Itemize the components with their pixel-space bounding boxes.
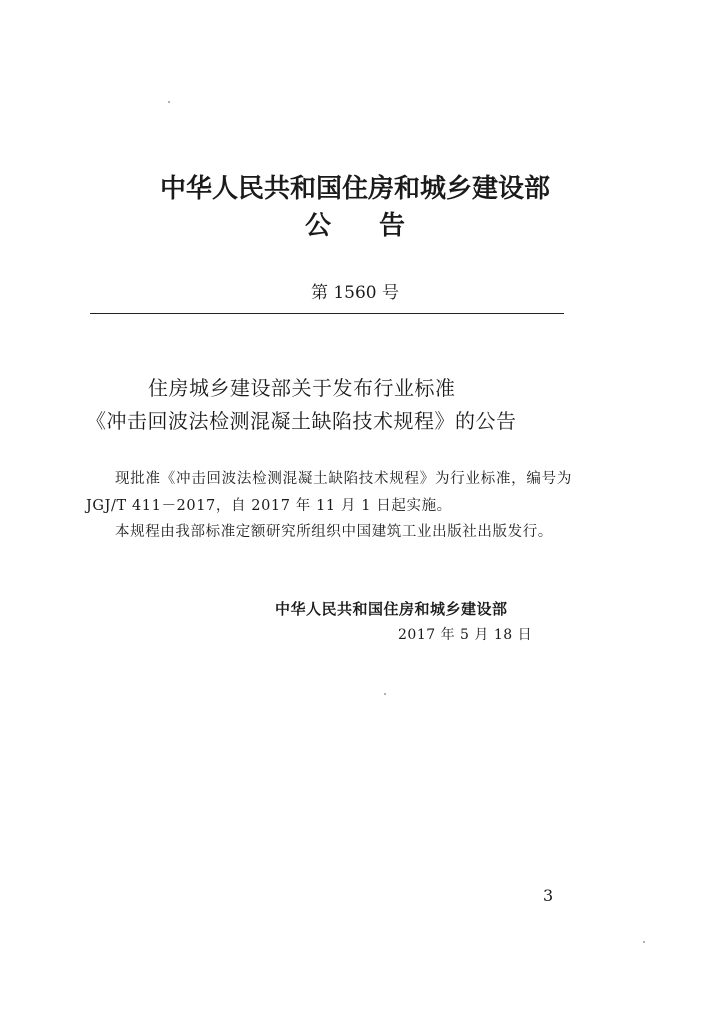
- notice-body: [86, 466, 572, 546]
- issuer-heading: 中华人民共和国住房和城乡建设部: [159, 174, 550, 204]
- notice-number: 第 1560 号: [310, 283, 400, 303]
- scan-speck: [168, 101, 170, 103]
- notice-title: [0, 205, 710, 242]
- divider-rule: [90, 313, 564, 314]
- subject-line-2: 《冲击回波法检测混凝土缺陷技术规程》的公告: [86, 409, 517, 433]
- scan-speck: [643, 941, 645, 943]
- signature-organization: 中华人民共和国住房和城乡建设部: [275, 600, 508, 618]
- signature-date: 2017 年 5 月 18 日: [398, 627, 533, 643]
- scan-speck: [384, 693, 386, 695]
- body-paragraph-2: 本规程由我部标准定额研究所组织中国建筑工业出版社出版发行。: [115, 524, 553, 540]
- subject-line-1: 住房城乡建设部关于发布行业标准: [148, 376, 456, 400]
- notice-title-char-1: 公: [304, 211, 331, 241]
- notice-title-char-2: 告: [379, 211, 406, 241]
- page-number: 3: [543, 886, 554, 905]
- body-paragraph-1: 现批准《冲击回波法检测混凝土缺陷技术规程》为行业标准，编号为 JGJ/T 411－2017，自 2017 年 11 月 1 日起实施。: [86, 471, 572, 514]
